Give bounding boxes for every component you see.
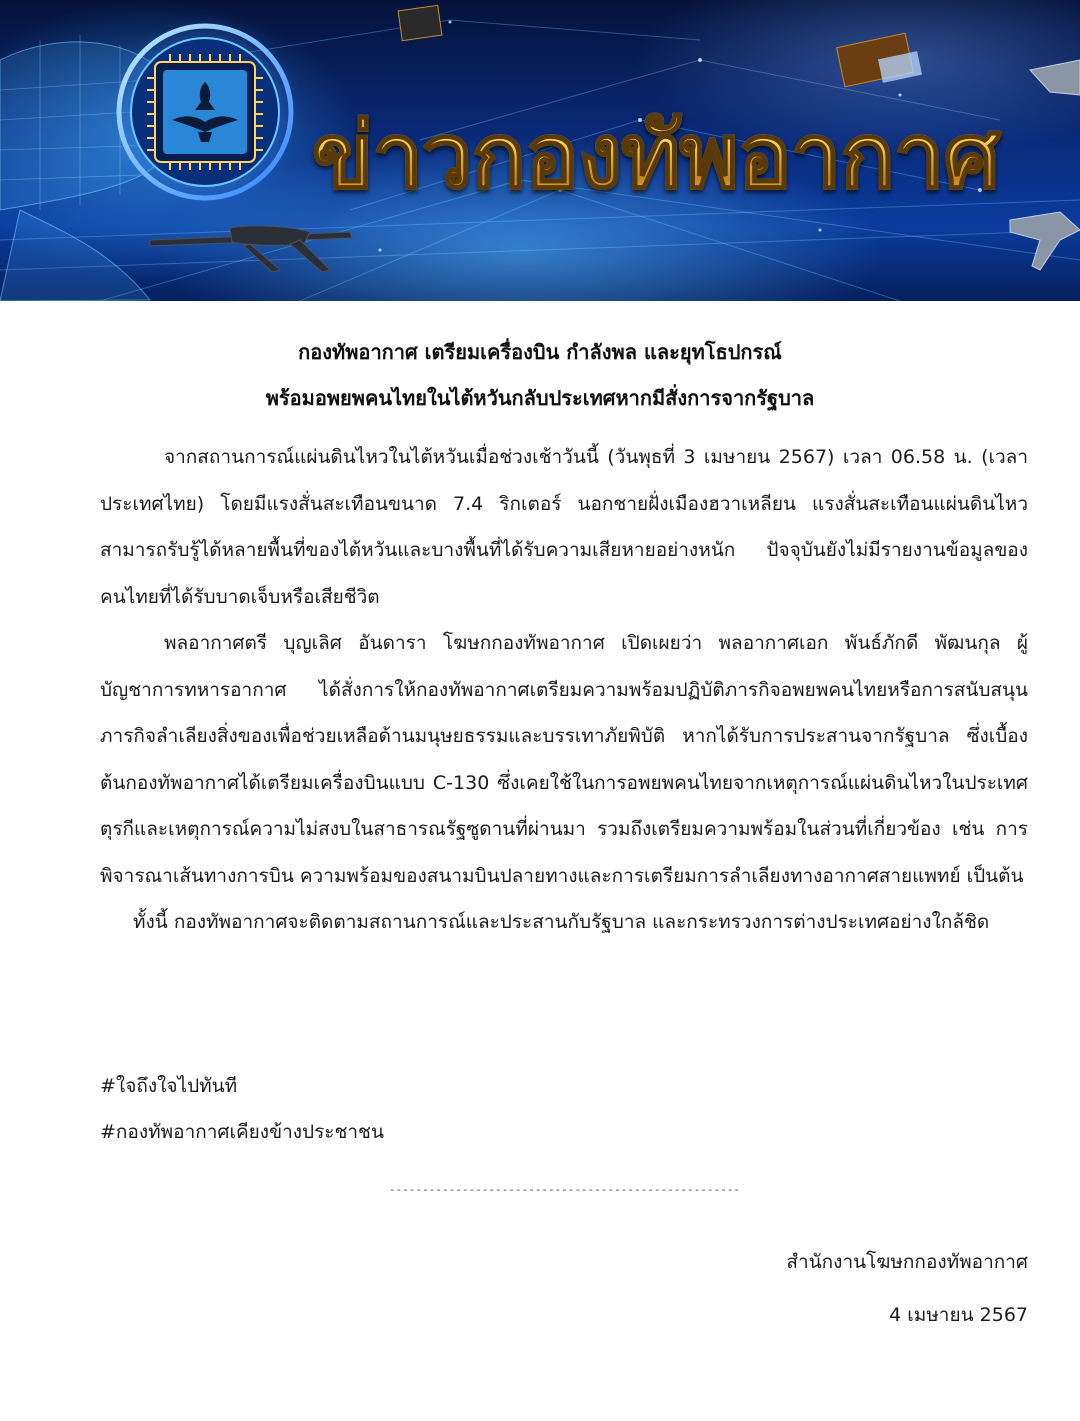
hashtag-2: #กองทัพอากาศเคียงข้างประชาชน [100, 1121, 384, 1143]
issue-date: 4 เมษายน 2567 [889, 1304, 1028, 1326]
issuing-office: สำนักงานโฆษกกองทัพอากาศ [786, 1251, 1028, 1273]
header-banner [0, 0, 1080, 301]
paragraph-3: ทั้งนี้ กองทัพอากาศจะติดตามสถานการณ์และประสานกับรัฐบาล และกระทรวงการต่างประเทศอย่างใกล้ชิด [133, 911, 990, 933]
divider-line: ----------------------------------------------------- [389, 1183, 740, 1196]
article-body [100, 434, 1028, 946]
hashtag-list [100, 1063, 384, 1155]
signature-block [786, 1236, 1028, 1342]
paragraph-1: จากสถานการณ์แผ่นดินไหวในไต้หวันเมื่อช่วงเช้าวันนี้ (วันพุธที่ 3 เมษายน 2567) เวลา 06.58 น. (เวลาประเทศไทย) โดยมีแรงสั่นสะเทือนขนาด 7.4 ริกเตอร์ นอกชายฝั่งเมืองฮวาเหลียน แรงสั่นสะเทือนแผ่นดินไหวสามารถรับรู้ได้หลายพื้นที่ของไต้หวันและบางพื้นที่ได้รับความเสียหายอย่างหนัก ปัจจุบันยังไม่มีรายงานข้อมูลของคนไทยที่ได้รับบาดเจ็บหรือเสียชีวิต [100, 446, 1028, 608]
banner-title: ข่าวกองทัพอากาศ [312, 102, 1000, 212]
hashtag-1: #ใจถึงใจไปทันที [100, 1075, 238, 1097]
paragraph-2: พลอากาศตรี บุญเลิศ อันดารา โฆษกกองทัพอากาศ เปิดเผยว่า พลอากาศเอก พันธ์ภักดี พัฒนกุล ผู้บัญชาการทหารอากาศ ได้สั่งการให้กองทัพอากาศเตรียมความพร้อมปฏิบัติภารกิจอพยพคนไทยหรือการสนับสนุนภารกิจลำเลียงสิ่งของเพื่อช่วยเหลือด้านมนุษยธรรมและบรรเทาภัยพิบัติ หากได้รับการประสานจากรัฐบาล ซึ่งเบื้องต้นกองทัพอากาศได้เตรียมเครื่องบินแบบ C-130 ซึ่งเคยใช้ในการอพยพคนไทยจากเหตุการณ์แผ่นดินไหวในประเทศตุรกีและเหตุการณ์ความไม่สงบในสาธารณรัฐซูดานที่ผ่านมา รวมถึงเตรียมความพร้อมในส่วนที่เกี่ยวข้อง เช่น การพิจารณาเส้นทางการบิน ความพร้อมของสนามบินปลายทางและการเตรียมการลำเลียงทางอากาศสายแพทย์ เป็นต้น [100, 632, 1028, 887]
headline-line-2: พร้อมอพยพคนไทยในไต้หวันกลับประเทศหากมีสั่งการจากรัฐบาล [265, 386, 815, 410]
headline-line-1: กองทัพอากาศ เตรียมเครื่องบิน กำลังพล และยุทโธปกรณ์ [298, 340, 782, 364]
